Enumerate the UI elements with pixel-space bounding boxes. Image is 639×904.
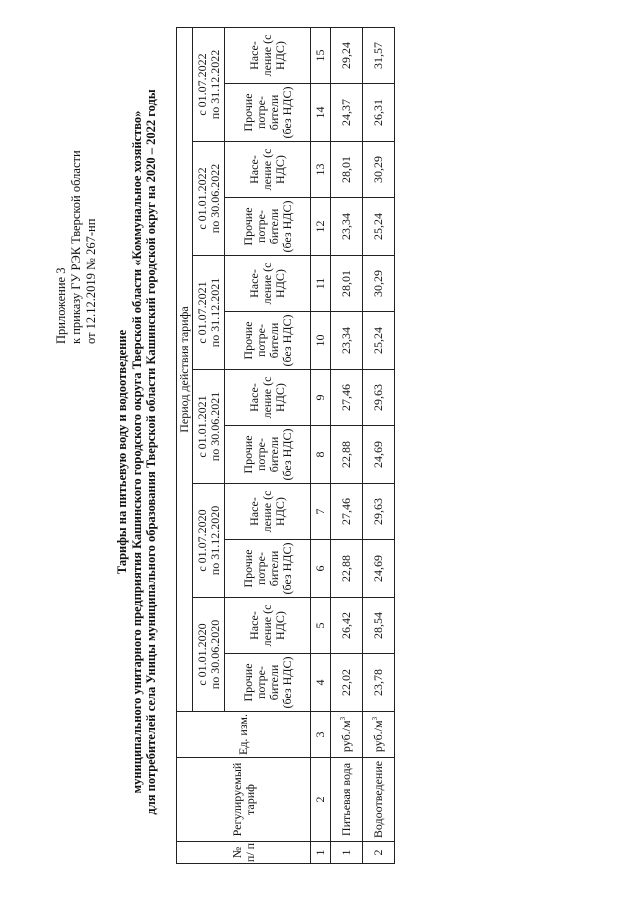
column-number: 6 [311, 540, 331, 598]
period-header [193, 142, 225, 256]
title-line-2: муниципального унитарного предприятия Кашинского городского округа Тверской области «Коммунальное хозяйство» [129, 110, 144, 794]
tariff-value: 28,54 [363, 598, 395, 654]
header-unit: Ед. изм. [177, 712, 311, 758]
header-num: № п/ п [177, 842, 311, 864]
subheader-population: Насе- ление (с НДС) [225, 598, 311, 654]
row-unit [363, 712, 395, 758]
unit-text: руб./м [371, 720, 385, 753]
tariff-value: 25,24 [363, 312, 395, 370]
unit-superscript: 3 [371, 716, 379, 721]
document-title [115, 0, 159, 904]
period-header [193, 370, 225, 484]
tariff-value: 28,01 [331, 142, 363, 198]
subheader-population: Насе- ление (с НДС) [225, 256, 311, 312]
header-tariff: Регулируемый тариф [177, 758, 311, 842]
subheader-population: Насе- ление (с НДС) [225, 484, 311, 540]
tariff-value: 29,63 [363, 370, 395, 426]
period-start: с 01.07.2021 [194, 281, 209, 344]
period-end: по 30.06.2022 [207, 163, 222, 234]
tariff-value: 30,29 [363, 256, 395, 312]
tariff-value: 28,01 [331, 256, 363, 312]
appendix-line-3: от 12.12.2019 № 267-нп [84, 218, 98, 344]
tariff-value: 22,88 [331, 426, 363, 484]
title-line-3: для потребителей села Уницы муниципального образования Тверской области Кашинский городской округ на 2020 – 2022 годы [144, 89, 158, 815]
title-line-1: Тарифы на питьевую воду и водоотведение [115, 329, 129, 575]
subheader-other-consumers: Прочие потре- бители (без НДС) [225, 654, 311, 712]
period-end: по 31.12.2021 [207, 277, 222, 348]
period-start: с 01.01.2020 [194, 623, 209, 686]
period-start: с 01.01.2022 [194, 167, 209, 230]
tariff-value: 29,24 [331, 28, 363, 84]
period-start: с 01.01.2021 [194, 395, 209, 458]
row-tariff-name: Питьевая вода [331, 758, 363, 842]
period-header [193, 598, 225, 712]
column-number: 13 [311, 142, 331, 198]
tariff-value: 29,63 [363, 484, 395, 540]
tariff-value: 27,46 [331, 370, 363, 426]
tariff-value: 24,69 [363, 426, 395, 484]
column-number: 7 [311, 484, 331, 540]
subheader-other-consumers: Прочие потре- бители (без НДС) [225, 312, 311, 370]
tariff-value: 31,57 [363, 28, 395, 84]
subheader-population: Насе- ление (с НДС) [225, 142, 311, 198]
unit-text: руб./м [339, 720, 353, 753]
subheader-other-consumers: Прочие потре- бители (без НДС) [225, 540, 311, 598]
appendix-line-1: Приложение 3 [54, 267, 68, 344]
tariff-value: 23,34 [331, 312, 363, 370]
period-header [193, 28, 225, 142]
table-row [331, 28, 363, 864]
column-number: 3 [311, 712, 331, 758]
period-start: с 01.07.2020 [194, 509, 209, 572]
column-number: 8 [311, 426, 331, 484]
period-start: с 01.07.2022 [194, 53, 209, 116]
tariff-value: 24,69 [363, 540, 395, 598]
table-row [363, 28, 395, 864]
appendix-note [54, 150, 99, 344]
tariff-value: 30,29 [363, 142, 395, 198]
subheader-other-consumers: Прочие потре- бители (без НДС) [225, 198, 311, 256]
subheader-population: Насе- ление (с НДС) [225, 370, 311, 426]
row-number: 1 [331, 842, 363, 864]
row-unit [331, 712, 363, 758]
header-period: Период действия тарифа [177, 28, 193, 712]
tariff-value: 26,31 [363, 84, 395, 142]
subheader-population: Насе- ление (с НДС) [225, 28, 311, 84]
row-tariff-name: Водоотведение [363, 758, 395, 842]
tariff-value: 22,88 [331, 540, 363, 598]
subheader-other-consumers: Прочие потре- бители (без НДС) [225, 84, 311, 142]
tariff-value: 27,46 [331, 484, 363, 540]
tariff-value: 22,02 [331, 654, 363, 712]
tariff-value: 25,24 [363, 198, 395, 256]
column-number: 11 [311, 256, 331, 312]
column-number: 5 [311, 598, 331, 654]
tariff-value: 24,37 [331, 84, 363, 142]
row-number: 2 [363, 842, 395, 864]
column-number: 15 [311, 28, 331, 84]
tariff-value: 23,78 [363, 654, 395, 712]
period-end: по 30.06.2021 [207, 391, 222, 462]
period-end: по 31.12.2022 [207, 49, 222, 120]
subheader-other-consumers: Прочие потре- бители (без НДС) [225, 426, 311, 484]
tariff-value: 23,34 [331, 198, 363, 256]
period-header [193, 256, 225, 370]
unit-superscript: 3 [339, 716, 347, 721]
period-header [193, 484, 225, 598]
column-number: 4 [311, 654, 331, 712]
tariff-value: 26,42 [331, 598, 363, 654]
period-end: по 30.06.2020 [207, 619, 222, 690]
column-number: 9 [311, 370, 331, 426]
appendix-line-2: к приказу ГУ РЭК Тверской области [69, 150, 83, 344]
column-number: 12 [311, 198, 331, 256]
column-number: 14 [311, 84, 331, 142]
column-number: 10 [311, 312, 331, 370]
column-number: 1 [311, 842, 331, 864]
period-end: по 31.12.2020 [207, 505, 222, 576]
column-number-row [311, 28, 331, 864]
column-number: 2 [311, 758, 331, 842]
tariff-table [176, 27, 395, 864]
